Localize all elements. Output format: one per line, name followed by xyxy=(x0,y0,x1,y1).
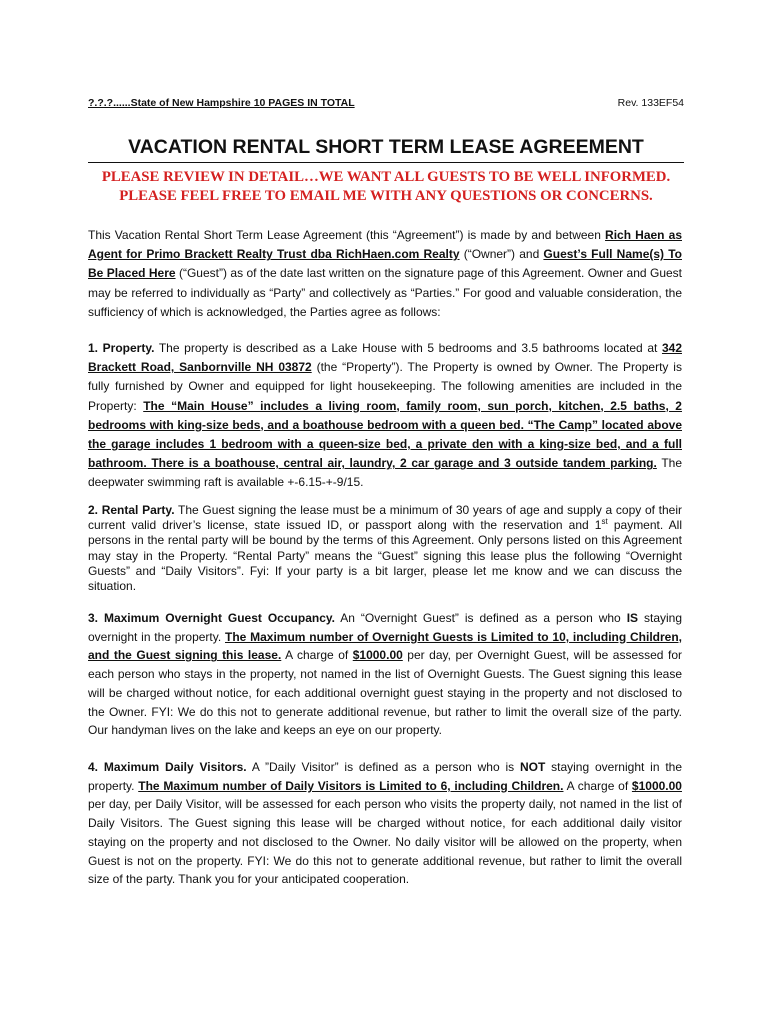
emphasis-is: IS xyxy=(626,611,639,625)
intro-paragraph xyxy=(88,226,682,322)
intro-text: This Vacation Rental Short Term Lease Agreement (this “Agreement”) is made by and between xyxy=(88,228,606,242)
section-text: A charge of xyxy=(563,778,632,793)
section-text: per day, per Overnight Guest, will be assessed for each person who stays in the property, not named in the list of Overnight Guests. The Guest signing this lease will be charged without notice, for each additional overnight guest staying in the property and not disclosed to the Owner. FYI: We do this not to generate additional revenue, but rather to limit the overall size of the party. Our handyman lives on the lake and keeps an eye on our property. xyxy=(88,648,683,738)
section-property xyxy=(88,339,682,493)
header-revision: Rev. 133EF54 xyxy=(617,97,684,109)
overnight-guest-limit: The Maximum number of Overnight Guests is Limited to 10, including Children, and the Guest signing this lease. xyxy=(88,629,683,663)
overnight-charge-amount: $1000.00 xyxy=(352,648,403,663)
header-document-info: ?.?.?......State of New Hampshire 10 PAGES IN TOTAL xyxy=(88,97,355,109)
section-daily-visitors xyxy=(88,758,682,889)
section-text: An “Overnight Guest” is defined as a person who xyxy=(335,611,627,625)
property-address: 342 Brackett Road, Sanbornville NH 03872 xyxy=(88,341,682,375)
document-title: VACATION RENTAL SHORT TERM LEASE AGREEMENT xyxy=(88,136,684,163)
section-heading: 4. Maximum Daily Visitors. xyxy=(88,760,247,774)
section-text: (the “Property”). The Property is owned by Owner. The Property is fully furnished by Owner and equipped for light housekeeping. The following amenities are included in the Property: xyxy=(88,360,682,413)
daily-charge-amount: $1000.00 xyxy=(631,778,682,793)
section-heading: 1. Property. xyxy=(88,341,155,355)
guest-name-placeholder: Guest’s Full Name(s) To Be Placed Here xyxy=(88,247,682,281)
section-rental-party xyxy=(88,503,682,594)
section-heading: 3. Maximum Overnight Guest Occupancy. xyxy=(88,611,335,625)
section-text: payment. All persons in the rental party will be bound by the terms of this Agreement. Only persons listed on this Agreement may stay in the Property. “Rental Party” means the “Guest” signing this lease plus the following “Overnight Guests” and “Daily Visitors”. Fyi: If your party is a bit larger, please let me know and we can discuss the situation. xyxy=(88,518,682,594)
section-text: staying overnight in the property. xyxy=(88,611,683,644)
intro-text: (“Owner”) and xyxy=(459,247,544,262)
section-text: per day, per Daily Visitor, will be assessed for each person who visits the property daily, not named in the list of Daily Visitors. The Guest signing this lease will be charged without notice, for each additional daily visitor staying on the property and not disclosed to the Owner. No daily visitor will be allowed on the property, when Guest is not on the property. FYI: We do this not to generate additional revenue, but rather to limit the overall size of the party. Thank you for your anticipated cooperation. xyxy=(88,797,682,887)
section-text: The Guest signing the lease must be a minimum of 30 years of age and supply a copy of their current valid driver’s license, state issued ID, or passport along with the reservation and 1 xyxy=(88,503,683,533)
section-text: A ”Daily Visitor” is defined as a person who is xyxy=(246,760,520,774)
section-text: staying overnight in the property. xyxy=(88,760,683,793)
owner-agent-name: Rich Haen as Agent for Primo Brackett Realty Trust dba RichHaen.com Realty xyxy=(88,228,682,262)
daily-visitor-limit: The Maximum number of Daily Visitors is Limited to 6, including Children. xyxy=(138,778,564,793)
emphasis-not: NOT xyxy=(519,760,546,774)
intro-text: (“Guest”) as of the date last written on the signature page of this Agreement. Owner and Guest may be referred to individually as “Party” and collectively as “Parties.” For good and valuable consideration, the sufficiency of which is acknowledged, the Parties agree as follows: xyxy=(88,266,682,319)
review-notice-line-1: PLEASE REVIEW IN DETAIL…WE WANT ALL GUESTS TO BE WELL INFORMED. xyxy=(101,169,671,185)
section-overnight-occupancy xyxy=(88,609,682,740)
review-notice-line-2: PLEASE FEEL FREE TO EMAIL ME WITH ANY QUESTIONS OR CONCERNS. xyxy=(119,188,653,204)
section-text: The deepwater swimming raft is available +-6.15-+-9/15. xyxy=(88,456,683,490)
ordinal-suffix: st xyxy=(601,517,608,527)
property-amenities: The “Main House” includes a living room, family room, sun porch, kitchen, 2.5 baths, 2 bedrooms with king-size beds, and a boathouse bedroom with a queen bed. “The Camp” located above the garage includes 1 bedroom with a queen-size bed, a private den with a king-size bed, and a full bathroom. There is a boathouse, central air, laundry, 2 car garage and 3 outside tandem parking. xyxy=(88,398,682,471)
section-text: A charge of xyxy=(281,648,353,663)
review-notice xyxy=(88,168,684,206)
section-text: The property is described as a Lake House with 5 bedrooms and 3.5 bathrooms located at xyxy=(154,341,662,355)
section-heading: 2. Rental Party. xyxy=(88,503,175,517)
